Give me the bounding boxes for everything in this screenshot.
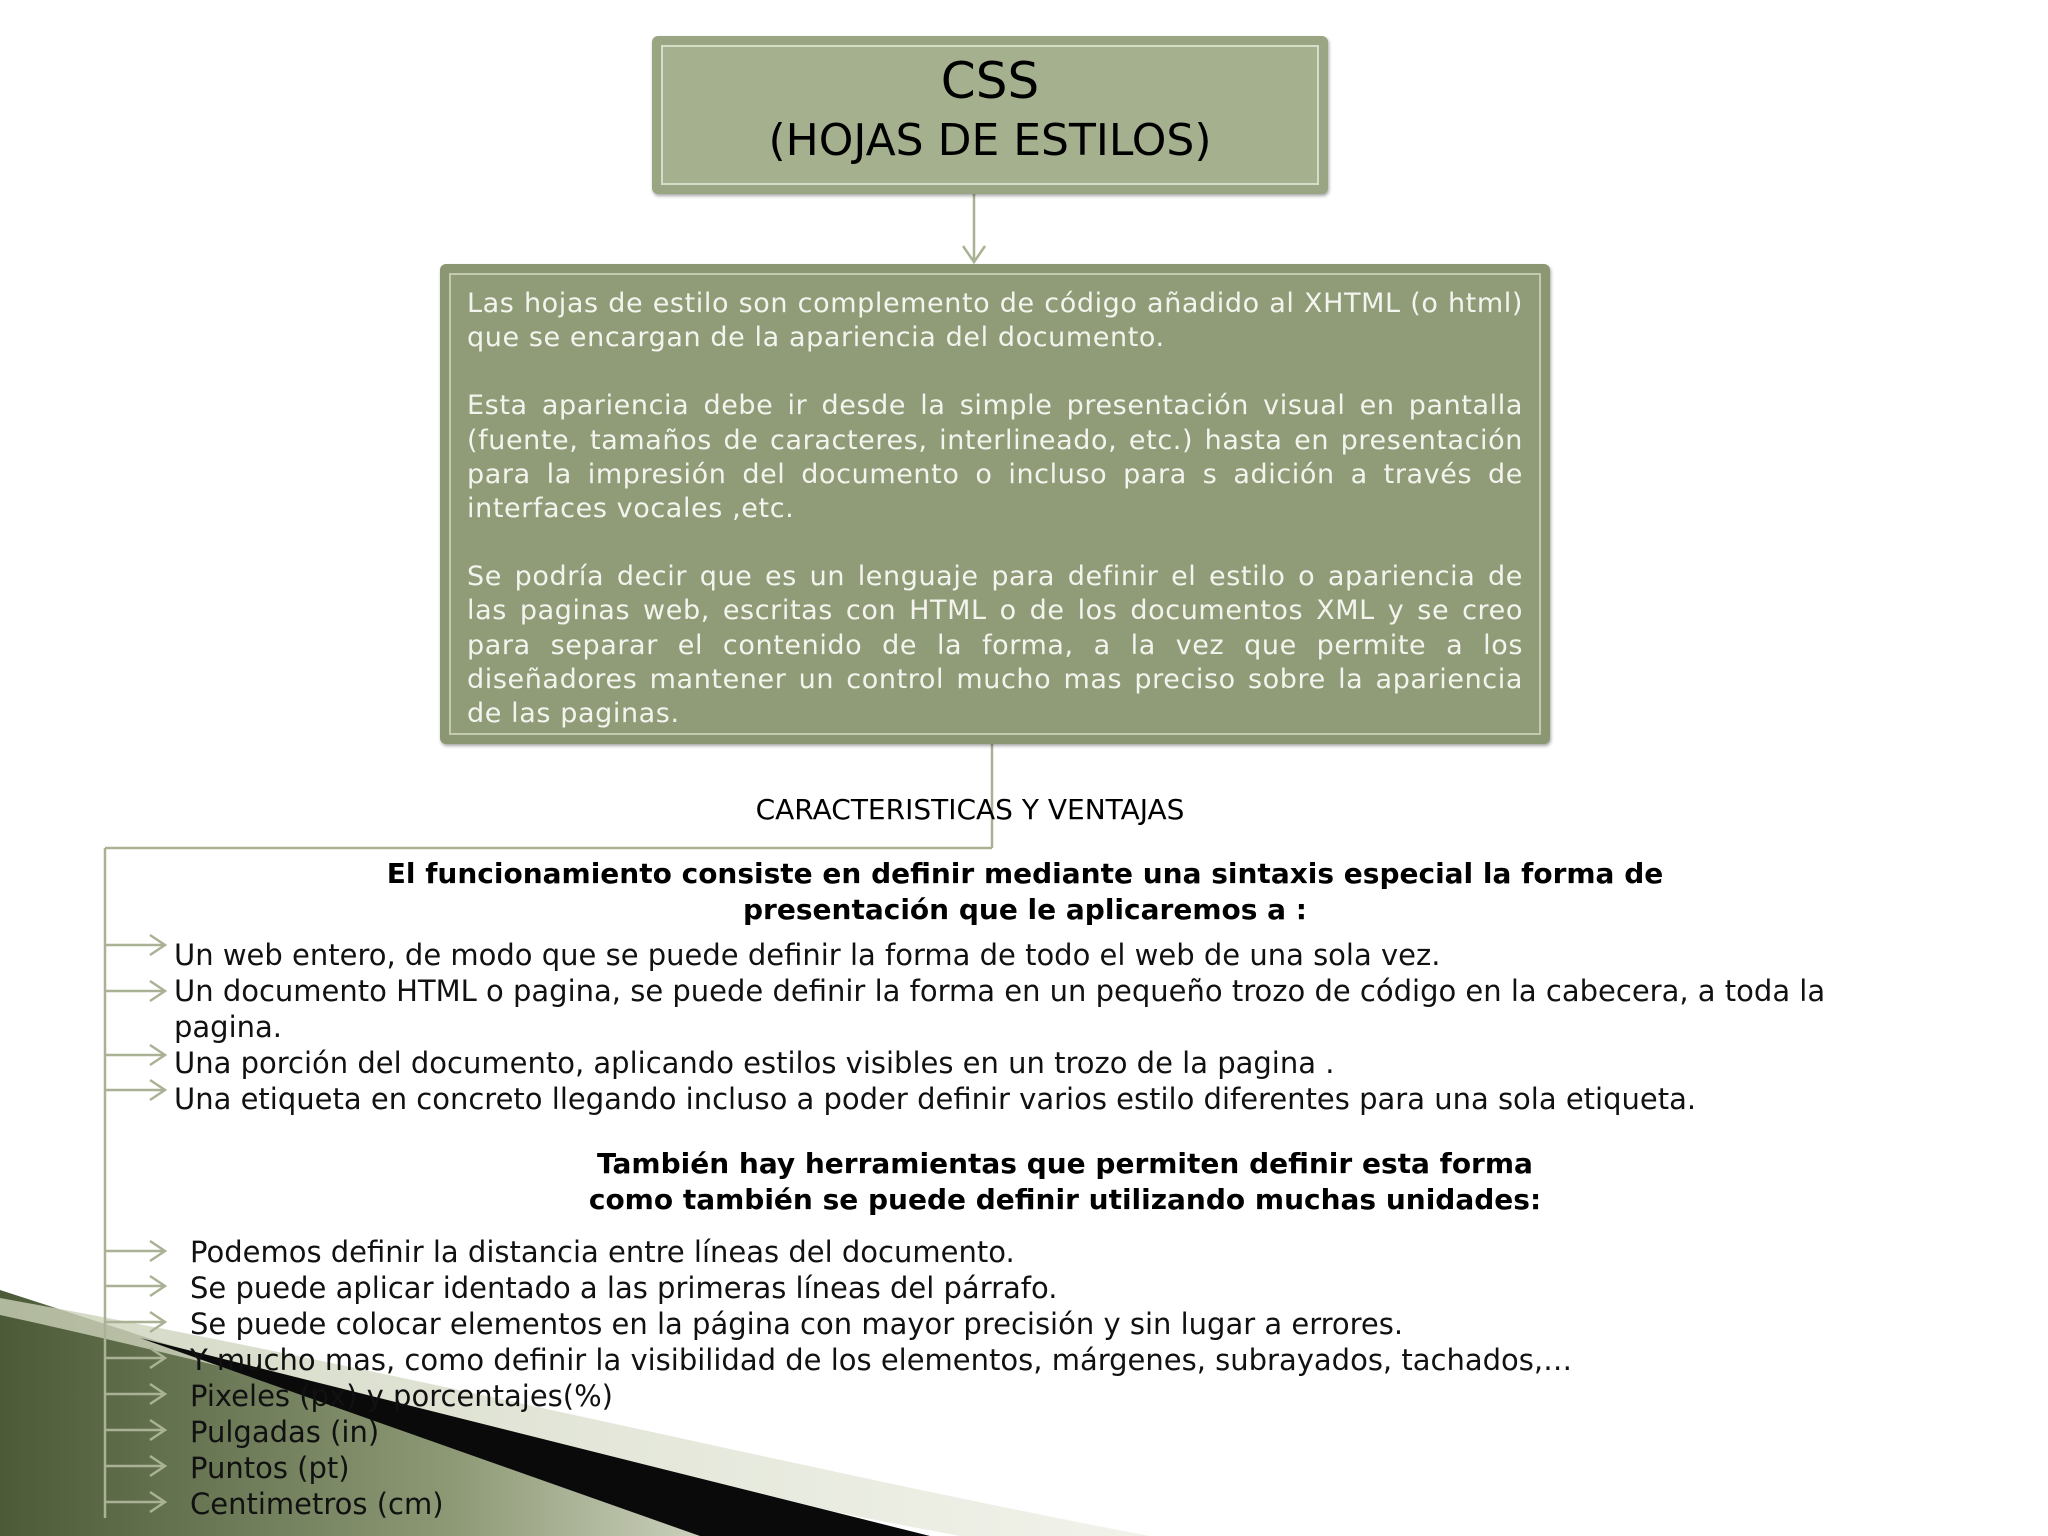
list2-item: Podemos definir la distancia entre líneas del documento. <box>190 1235 1015 1269</box>
intro1-line1: El funcionamiento consiste en definir mediante una sintaxis especial la forma de <box>386 857 1664 890</box>
list2-item: Se puede aplicar identado a las primeras líneas del párrafo. <box>190 1271 1058 1305</box>
description-paragraph: Esta apariencia debe ir desde la simple presentación visual en pantalla (fuente, tamaños de caracteres, interlineado, etc.) hasta en presentación para la impresión del documento o incluso para s adición a través de interfaces vocales ,etc. <box>467 390 1523 525</box>
list2-item: Centimetros (cm) <box>190 1487 444 1521</box>
description-box <box>440 264 1550 744</box>
list2-item: Puntos (pt) <box>190 1451 350 1485</box>
list2-item: Pixeles (px) y porcentajes(%) <box>190 1379 613 1413</box>
description-paragraph: Las hojas de estilo son complemento de código añadido al XHTML (o html) que se encargan de la apariencia del documento. <box>467 288 1523 354</box>
intro2-line1: También hay herramientas que permiten definir esta forma <box>597 1147 1533 1180</box>
description-text <box>467 287 1523 765</box>
list1-arrows <box>105 935 165 1100</box>
list1-item: Una porción del documento, aplicando estilos visibles en un trozo de la pagina . <box>174 1046 1335 1080</box>
title-box <box>652 36 1328 194</box>
list2-item: Pulgadas (in) <box>190 1415 380 1449</box>
title-css: CSS <box>940 52 1040 110</box>
intro1-line2: presentación que le aplicaremos a : <box>743 893 1307 926</box>
list1-item: Un web entero, de modo que se puede definir la forma de todo el web de una sola vez. <box>174 938 1441 972</box>
list1-item: Un documento HTML o pagina, se puede definir la forma en un pequeño trozo de código en la cabecera, a toda la pagina. <box>174 974 1826 1044</box>
intro2-line2: como también se puede definir utilizando muchas unidades: <box>588 1183 1542 1216</box>
list2-item: Se puede colocar elementos en la página con mayor precisión y sin lugar a errores. <box>190 1307 1404 1341</box>
list1-item: Una etiqueta en concreto llegando incluso a poder definir varios estilo diferentes para una sola etiqueta. <box>174 1082 1697 1116</box>
section-heading: CARACTERISTICAS Y VENTAJAS <box>755 793 1185 826</box>
description-paragraph: Se podría decir que es un lenguaje para definir el estilo o apariencia de las paginas web, escritas con HTML o de los documentos XML y se creo para separar el contenido de la forma, a la vez que permite a los diseñadores mantener un control mucho mas preciso sobre la apariencia de las paginas. <box>467 561 1523 730</box>
list2-item: Y mucho mas, como definir la visibilidad de los elementos, márgenes, subrayados, tachados,… <box>190 1343 1573 1377</box>
title-subtitle: (HOJAS DE ESTILOS) <box>768 115 1212 166</box>
